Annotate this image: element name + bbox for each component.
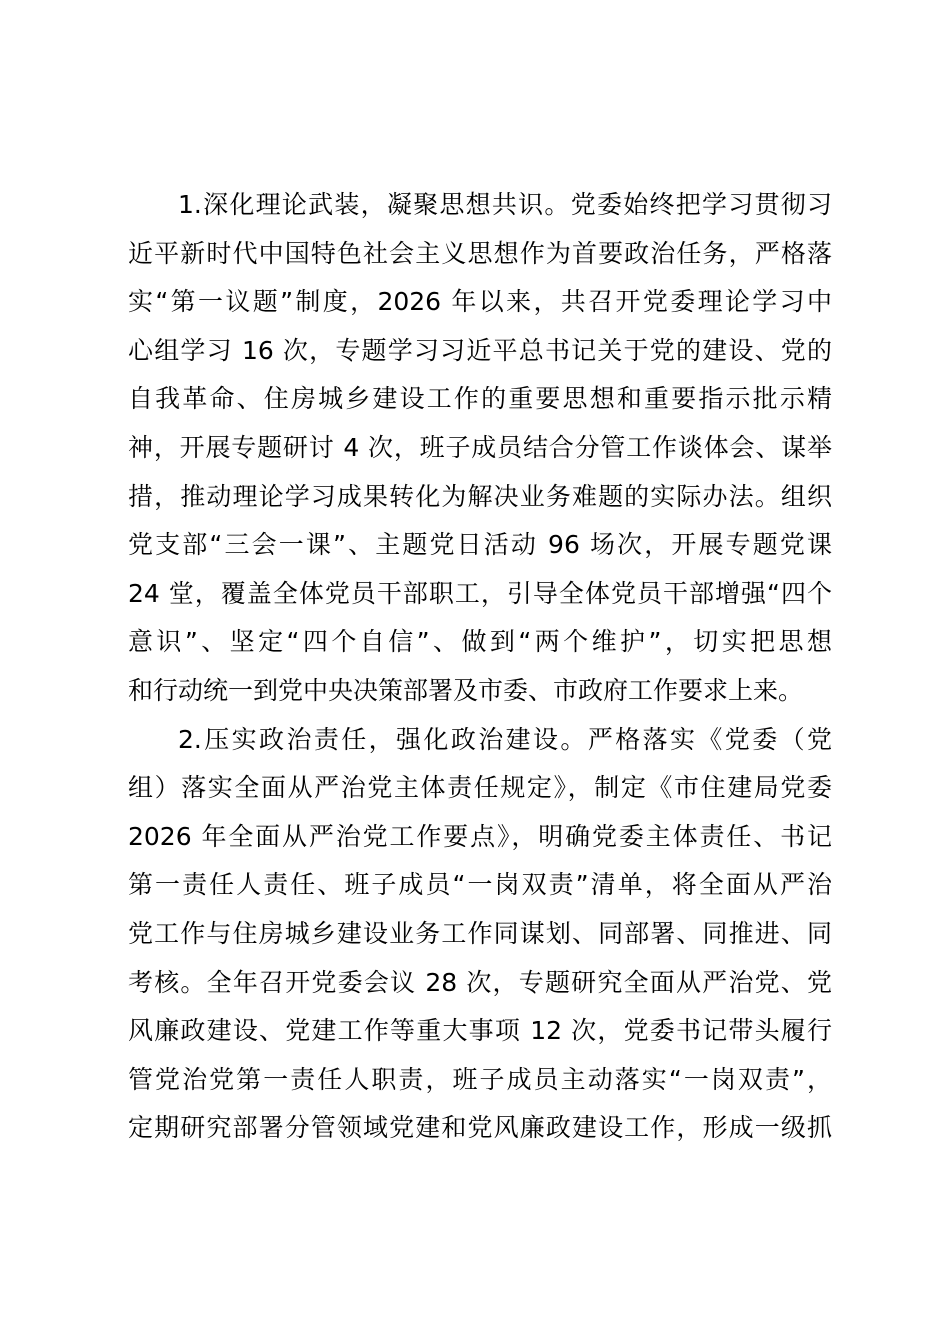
text-line: 和行动统一到党中央决策部署及市委、市政府工作要求上来。 xyxy=(128,675,804,705)
text-line: 1.深化理论武装，凝聚思想共识。党委始终把学习贯彻习 xyxy=(178,190,832,219)
paragraph-1 xyxy=(128,181,832,716)
text-line: 神，开展专题研讨 4 次，班子成员结合分管工作谈体会、谋举 xyxy=(128,432,832,462)
text-line: 2.压实政治责任，强化政治建设。严格落实《党委（党 xyxy=(178,724,832,754)
text-line: 实“第一议题”制度，2026 年以来，共召开党委理论学习中 xyxy=(128,287,832,317)
text-line: 组）落实全面从严治党主体责任规定》，制定《市住建局党委 xyxy=(128,773,832,803)
text-line: 24 堂，覆盖全体党员干部职工，引导全体党员干部增强“四个 xyxy=(128,578,832,608)
text-line: 定期研究部署分管领域党建和党风廉政建设工作，形成一级抓 xyxy=(128,1113,832,1143)
text-line: 意识”、坚定“四个自信”、做到“两个维护”，切实把思想 xyxy=(128,627,832,657)
text-line: 措，推动理论学习成果转化为解决业务难题的实际办法。组织 xyxy=(128,481,832,511)
text-line: 心组学习 16 次，专题学习习近平总书记关于党的建设、党的 xyxy=(128,335,832,365)
text-line: 自我革命、住房城乡建设工作的重要思想和重要指示批示精 xyxy=(128,384,832,414)
paragraph-2 xyxy=(128,716,832,1153)
text-line: 近平新时代中国特色社会主义思想作为首要政治任务，严格落 xyxy=(128,238,832,268)
text-line: 党工作与住房城乡建设业务工作同谋划、同部署、同推进、同 xyxy=(128,918,832,948)
text-line: 风廉政建设、党建工作等重大事项 12 次，党委书记带头履行 xyxy=(128,1016,832,1046)
text-line: 第一责任人责任、班子成员“一岗双责”清单，将全面从严治 xyxy=(128,870,832,900)
text-line: 党支部“三会一课”、主题党日活动 96 场次，开展专题党课 xyxy=(128,530,832,560)
text-line: 考核。全年召开党委会议 28 次，专题研究全面从严治党、党 xyxy=(128,967,832,997)
document-page xyxy=(128,181,832,1153)
text-line: 管党治党第一责任人职责，班子成员主动落实“一岗双责”， xyxy=(128,1064,832,1094)
text-line: 2026 年全面从严治党工作要点》，明确党委主体责任、书记 xyxy=(128,821,832,851)
